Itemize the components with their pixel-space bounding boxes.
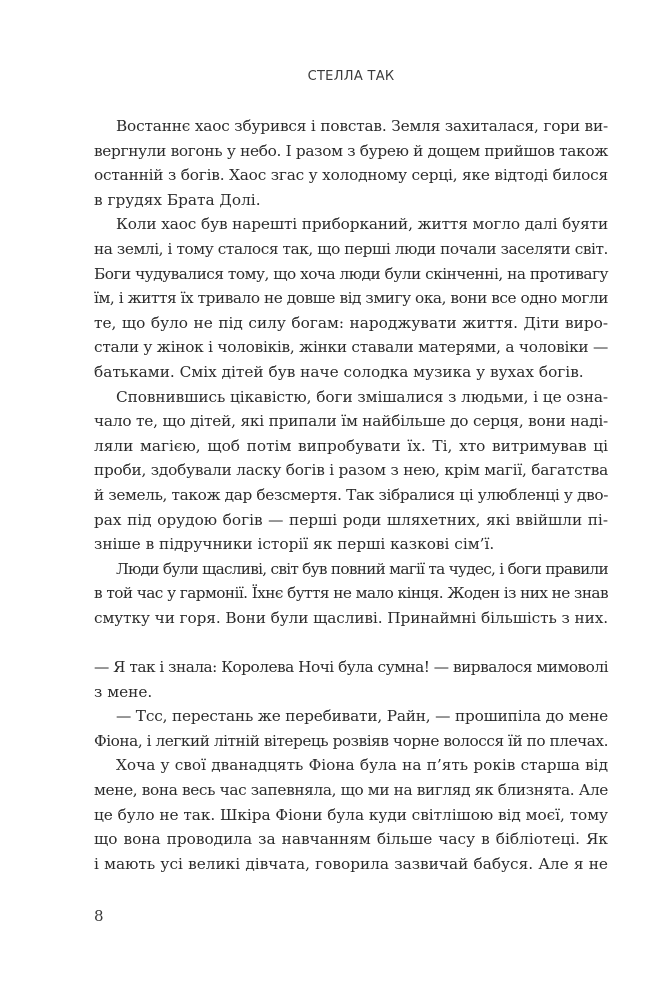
text-line: те, що було не під силу богам: народжувати життя. Діти виро- — [94, 313, 608, 332]
running-head: СТЕЛЛА ТАК — [307, 69, 395, 84]
text-line: проби, здобували ласку богів і разом з нею, крім магії, багатства — [94, 461, 608, 480]
text-line: на землі, і тому сталося так, що перші люди почали заселяти світ. — [94, 239, 608, 258]
text-line: Коли хаос був нарешті приборканий, життя могло далі буяти — [116, 215, 609, 234]
paragraph-1 — [94, 114, 608, 212]
section-break — [94, 630, 608, 655]
text-line: стали у жінок і чоловіків, жінки ставали матерями, а чоловіки — — [94, 338, 609, 357]
paragraph-3 — [94, 385, 608, 557]
text-line: в грудях Брата Долі. — [94, 190, 261, 209]
body-text — [94, 114, 608, 876]
text-line: — Я так і знала: Королева Ночі була сумна! — вирвалося мимоволі — [94, 658, 608, 677]
text-line: рах під орудою богів — перші роди шляхетних, які ввійшли пі- — [94, 510, 608, 529]
text-line: мене, вона весь час запевняла, що ми на вигляд як близнята. Але — [94, 781, 609, 800]
paragraph-7 — [94, 753, 608, 876]
text-line: й земель, також дар безсмертя. Так зібралися ці улюбленці у дво- — [94, 485, 609, 504]
paragraph-4 — [94, 557, 608, 631]
text-line: батьками. Сміх дітей був наче солодка музика у вухах богів. — [94, 362, 584, 381]
text-line: Боги чудувалися тому, що хоча люди були скінченні, на противагу — [94, 264, 608, 283]
paragraph-2 — [94, 212, 608, 384]
text-line: що вона проводила за навчанням більше часу в бібліотеці. Як — [94, 830, 608, 849]
text-line: чало те, що дітей, які припали їм найбільше до серця, вони наді- — [94, 412, 608, 431]
paragraph-5 — [94, 655, 608, 704]
text-line: Хоча у свої дванадцять Фіона була на п’ять років старша від — [116, 756, 608, 775]
paragraph-6 — [94, 704, 608, 753]
text-line: вергнули вогонь у небо. І разом з бурею й дощем прийшов також — [94, 141, 608, 160]
text-line: в той час у гармонії. Їхнє буття не мало кінця. Жоден із них не знав — [94, 584, 608, 603]
text-line: їм, і життя їх тривало не довше від змигу ока, вони все одно могли — [94, 289, 608, 308]
text-line: останній з богів. Хаос згас у холодному серці, яке відтоді билося — [94, 166, 608, 185]
text-line: Востаннє хаос збурився і повстав. Земля захиталася, гори ви- — [116, 117, 608, 135]
text-line: Сповнившись цікавістю, боги змішалися з людьми, і це озна- — [116, 387, 609, 406]
page-number: 8 — [94, 907, 104, 926]
text-line: Фіона, і легкий літній вітерець розвіяв чорне волосся їй по плечах. — [94, 731, 608, 750]
text-line: Люди були щасливі, світ був повний магії та чудес, і боги правили — [116, 559, 608, 578]
text-line: з мене. — [94, 682, 153, 701]
text-line: зніше в підручники історії як перші казкові сім’ї. — [94, 535, 495, 554]
text-line: це було не так. Шкіра Фіони була куди світлішою від моєї, тому — [94, 805, 608, 824]
text-line: ляли магією, щоб потім випробувати їх. Ті, хто витримував ці — [94, 436, 608, 455]
text-line: і мають усі великі дівчата, говорила зазвичай бабуся. Але я не — [94, 854, 608, 873]
text-line: смутку чи горя. Вони були щасливі. Принаймні більшість з них. — [94, 608, 608, 627]
text-line: — Тсс, перестань же перебивати, Райн, — прошипіла до мене — [116, 707, 608, 726]
